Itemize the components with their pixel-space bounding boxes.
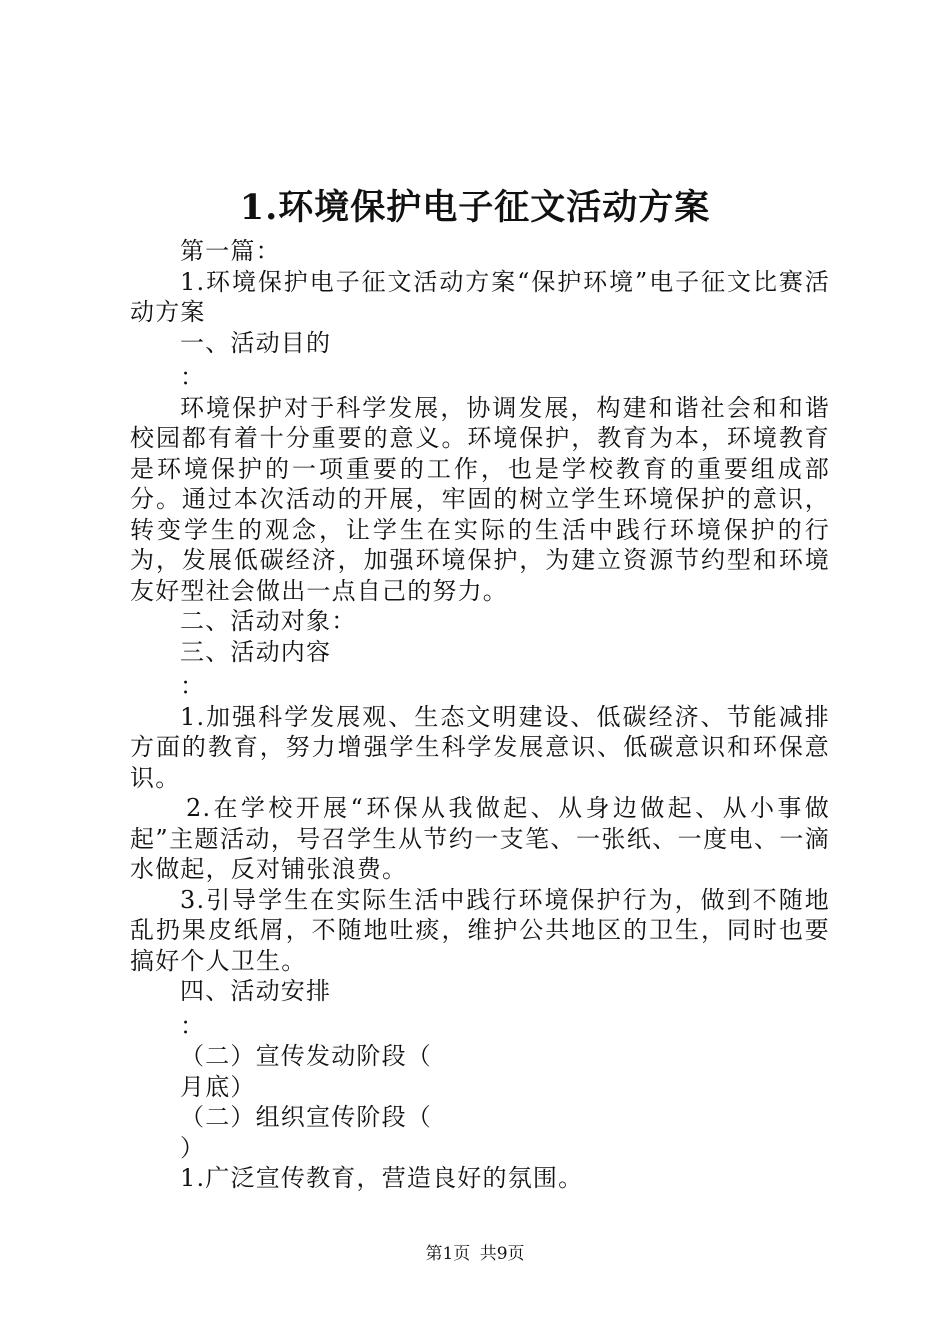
section-heading: 三、活动内容 [180,637,332,666]
list-item: 2.在学校开展“环保从我做起、从身边做起、从小事做起”主题活动，号召学生从节约一支笔、一张纸、一度电、一滴水做起，反对铺张浪费。 [130,794,830,883]
paragraph: 月底） [180,1072,256,1101]
document-body [130,236,830,1194]
section-heading: 一、活动目的 [180,328,332,357]
section-heading: 第一篇： [180,237,281,265]
section-heading: 二、活动对象： [180,607,357,635]
list-item: 1.加强科学发展观、生态文明建设、低碳经济、节能减排方面的教育，努力增强学生科学发展意识、低碳意识和环保意识。 [130,702,830,792]
list-item: 1.广泛宣传教育，营造良好的氛围。 [180,1164,584,1192]
paragraph: ： [180,672,206,700]
paragraph: 1.环境保护电子征文活动方案“保护环境”电子征文比赛活动方案 [130,267,830,326]
paragraph: 环境保护对于科学发展，协调发展，构建和谐社会和和谐校园都有着十分重要的意义。环境保护，教育为本，环境教育是环境保护的一项重要的工作，也是学校教育的重要组成部分。通过本次活动的开展，牢固的树立学生环境保护的意识，转变学生的观念，让学生在实际的生活中践行环境保护的行为，发展低碳经济，加强环境保护，为建立资源节约型和环境友好型社会做出一点自己的努力。 [130,393,830,605]
page-total: 共9页 [479,1244,525,1264]
page-number: 第1页 [425,1244,471,1264]
document-title: 1.环境保护电子征文活动方案 [239,187,711,228]
list-item: 3.引导学生在实际生活中践行环境保护行为，做到不随地乱扔果皮纸屑，不随地吐痰，维护公共地区的卫生，同时也要搞好个人卫生。 [130,885,830,975]
paragraph: （二）宣传发动阶段（ [180,1042,432,1070]
paragraph: ： [180,363,206,391]
paragraph: ） [180,1133,206,1162]
page-footer [0,1242,950,1266]
paragraph: （二）组织宣传阶段（ [180,1103,432,1131]
section-heading: 四、活动安排 [180,977,332,1005]
paragraph: ： [180,1011,206,1040]
